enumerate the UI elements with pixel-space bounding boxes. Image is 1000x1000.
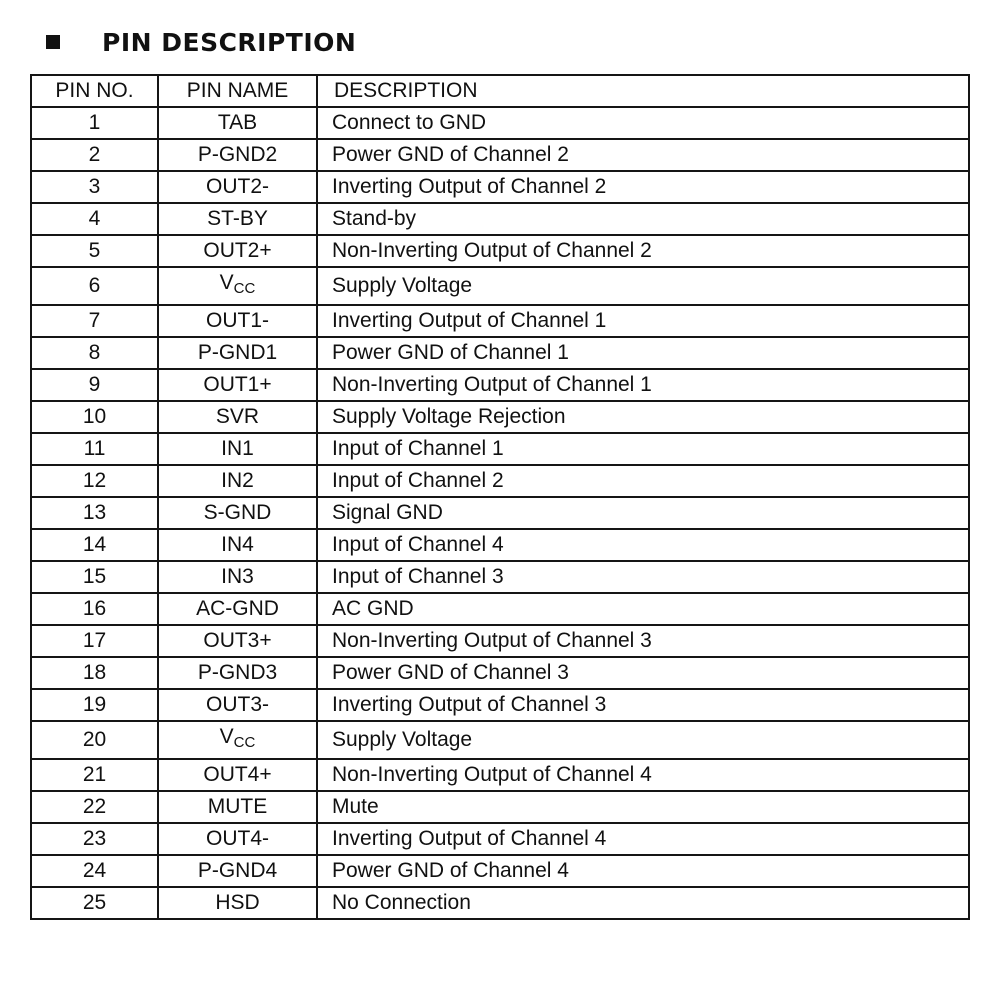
table-row [31,887,969,919]
pin-name [158,401,317,433]
pin-description: Input of Channel 2 [317,465,969,497]
pin-description-table [30,74,970,920]
pin-number: 8 [31,337,158,369]
pin-name-text: OUT3+ [203,629,272,652]
pin-number: 25 [31,887,158,919]
pin-description: Inverting Output of Channel 3 [317,689,969,721]
pin-name-text: IN1 [221,437,254,460]
pin-number: 1 [31,107,158,139]
pin-description: AC GND [317,593,969,625]
table-row [31,465,969,497]
pin-name-text: S-GND [203,501,272,524]
pin-description: Supply Voltage [317,721,969,759]
table-row [31,337,969,369]
table-row [31,203,969,235]
pin-name [158,433,317,465]
pin-description: Power GND of Channel 1 [317,337,969,369]
pin-name-text: P-GND2 [197,143,278,166]
pin-description: Inverting Output of Channel 2 [317,171,969,203]
table-row [31,529,969,561]
pin-name [158,689,317,721]
pin-description: No Connection [317,887,969,919]
pin-description: Non-Inverting Output of Channel 4 [317,759,969,791]
pin-name-text: OUT4- [206,827,269,850]
pin-name [158,561,317,593]
pin-name [158,267,317,305]
pin-description: Connect to GND [317,107,969,139]
pin-name-text: IN4 [221,533,254,556]
table-row [31,823,969,855]
header-pin-name: PIN NAME [158,75,317,107]
pin-name [158,203,317,235]
pin-name [158,235,317,267]
pin-description: Supply Voltage Rejection [317,401,969,433]
pin-name-text: MUTE [207,795,268,818]
pin-number: 9 [31,369,158,401]
pin-name [158,107,317,139]
pin-description: Power GND of Channel 2 [317,139,969,171]
square-bullet-icon [46,35,60,49]
pin-name-text: V [219,725,234,748]
table-row [31,593,969,625]
pin-description: Power GND of Channel 4 [317,855,969,887]
table-row [31,107,969,139]
pin-name [158,657,317,689]
pin-description: Mute [317,791,969,823]
pin-name [158,887,317,919]
pin-number: 22 [31,791,158,823]
pin-number: 14 [31,529,158,561]
pin-name [158,139,317,171]
pin-number: 17 [31,625,158,657]
pin-name [158,305,317,337]
table-row [31,305,969,337]
table-row [31,433,969,465]
pin-name-text: P-GND1 [197,341,278,364]
pin-name-text: AC-GND [196,597,279,620]
table-row [31,791,969,823]
pin-name [158,721,317,759]
pin-number: 10 [31,401,158,433]
pin-name-subscript: CC [233,734,256,751]
pin-name [158,337,317,369]
pin-name [158,759,317,791]
pin-number: 3 [31,171,158,203]
pin-description: Supply Voltage [317,267,969,305]
pin-name [158,465,317,497]
pin-name-text: TAB [217,111,258,134]
pin-number: 15 [31,561,158,593]
pin-name [158,625,317,657]
pin-name [158,497,317,529]
pin-number: 20 [31,721,158,759]
pin-description: Non-Inverting Output of Channel 3 [317,625,969,657]
pin-number: 16 [31,593,158,625]
pin-description: Power GND of Channel 3 [317,657,969,689]
pin-description: Input of Channel 3 [317,561,969,593]
pin-name [158,369,317,401]
table-row [31,267,969,305]
pin-name-text: P-GND4 [197,859,278,882]
table-row [31,689,969,721]
pin-name [158,823,317,855]
pin-name-text: ST-BY [207,207,268,230]
pin-name-subscript: CC [233,280,256,297]
pin-description: Inverting Output of Channel 4 [317,823,969,855]
pin-number: 2 [31,139,158,171]
pin-number: 19 [31,689,158,721]
table-row [31,369,969,401]
pin-name-text: OUT2- [206,175,269,198]
pin-number: 23 [31,823,158,855]
section-heading [46,26,356,58]
table-row [31,235,969,267]
pin-description: Stand-by [317,203,969,235]
pin-name-text: OUT4+ [203,763,272,786]
pin-name-text: P-GND3 [197,661,278,684]
table-row [31,139,969,171]
section-title: PIN DESCRIPTION [102,27,357,57]
table-row [31,625,969,657]
pin-name-text: OUT3- [206,693,269,716]
pin-name [158,791,317,823]
table-row [31,721,969,759]
pin-name-text: HSD [215,891,260,914]
pin-name-text: IN3 [221,565,254,588]
pin-name [158,855,317,887]
pin-number: 13 [31,497,158,529]
pin-name-text: SVR [215,405,260,428]
pin-number: 7 [31,305,158,337]
pin-number: 24 [31,855,158,887]
table-row [31,759,969,791]
pin-description: Signal GND [317,497,969,529]
pin-name-text: OUT2+ [203,239,272,262]
pin-name [158,171,317,203]
header-pin-no: PIN NO. [31,75,158,107]
pin-number: 5 [31,235,158,267]
table-row [31,497,969,529]
pin-number: 4 [31,203,158,235]
table-header-row [31,75,969,107]
pin-description: Inverting Output of Channel 1 [317,305,969,337]
pin-name-text: IN2 [221,469,254,492]
pin-name [158,593,317,625]
table-row [31,171,969,203]
pin-number: 11 [31,433,158,465]
pin-name-text: OUT1- [206,309,269,332]
table-row [31,855,969,887]
pin-description: Non-Inverting Output of Channel 2 [317,235,969,267]
pin-name [158,529,317,561]
pin-description: Input of Channel 1 [317,433,969,465]
table-row [31,401,969,433]
pin-name-text: V [219,271,234,294]
header-description: DESCRIPTION [317,75,969,107]
pin-description: Non-Inverting Output of Channel 1 [317,369,969,401]
pin-number: 18 [31,657,158,689]
table-row [31,561,969,593]
pin-number: 21 [31,759,158,791]
pin-number: 12 [31,465,158,497]
pin-number: 6 [31,267,158,305]
pin-name-text: OUT1+ [203,373,272,396]
pin-description: Input of Channel 4 [317,529,969,561]
table-row [31,657,969,689]
